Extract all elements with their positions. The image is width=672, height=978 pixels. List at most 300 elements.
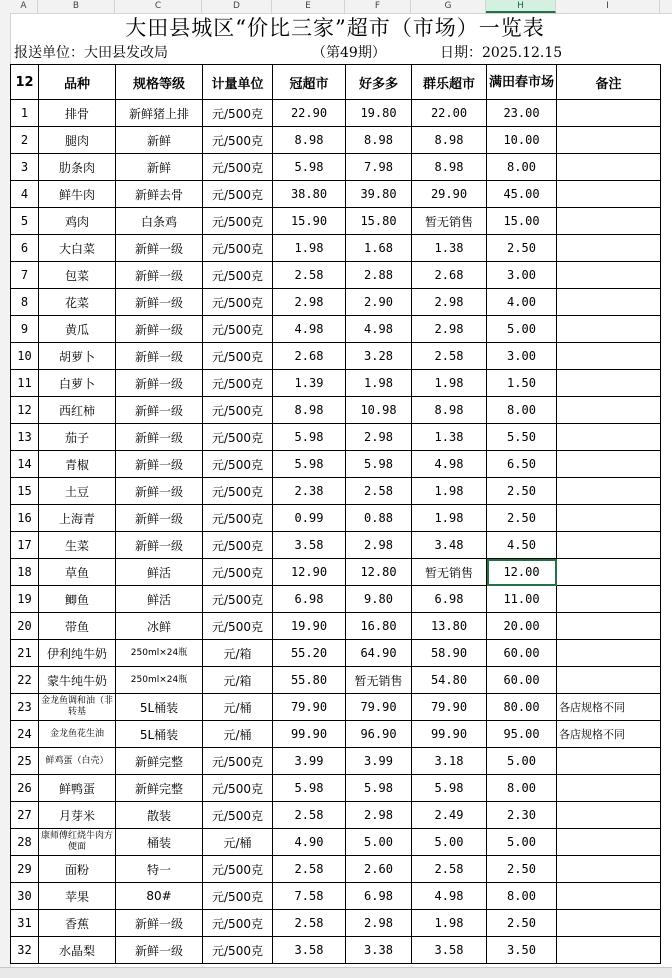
- row-number-cell[interactable]: 26: [11, 775, 39, 802]
- item-name-cell[interactable]: 排骨: [39, 100, 116, 127]
- qunle-price-cell[interactable]: 暂无销售: [412, 559, 487, 586]
- row-number-cell[interactable]: 7: [11, 262, 39, 289]
- guan-price-cell[interactable]: 0.99: [273, 505, 346, 532]
- item-name-cell[interactable]: 香蕉: [39, 910, 116, 937]
- item-name-cell[interactable]: 青椒: [39, 451, 116, 478]
- qunle-price-cell[interactable]: 3.58: [412, 937, 487, 964]
- remark-cell[interactable]: [557, 829, 661, 856]
- haoduoduo-price-cell[interactable]: 2.98: [346, 532, 412, 559]
- guan-price-cell[interactable]: 1.39: [273, 370, 346, 397]
- qunle-price-cell[interactable]: 1.98: [412, 505, 487, 532]
- haoduoduo-price-cell[interactable]: 2.98: [346, 910, 412, 937]
- remark-cell[interactable]: [557, 910, 661, 937]
- guan-price-cell[interactable]: 2.58: [273, 856, 346, 883]
- qunle-price-cell[interactable]: 1.98: [412, 478, 487, 505]
- haoduoduo-price-cell[interactable]: 4.98: [346, 316, 412, 343]
- mantianchun-price-cell[interactable]: 2.50: [487, 478, 557, 505]
- remark-cell[interactable]: [557, 586, 661, 613]
- item-name-cell[interactable]: 大白菜: [39, 235, 116, 262]
- guan-price-cell[interactable]: 2.58: [273, 262, 346, 289]
- mantianchun-price-cell[interactable]: 45.00: [487, 181, 557, 208]
- row-number-cell[interactable]: 11: [11, 370, 39, 397]
- qunle-price-cell[interactable]: 79.90: [412, 694, 487, 721]
- guan-price-cell[interactable]: 2.58: [273, 910, 346, 937]
- remark-cell[interactable]: [557, 127, 661, 154]
- qunle-price-cell[interactable]: 2.98: [412, 289, 487, 316]
- row-number-cell[interactable]: 20: [11, 613, 39, 640]
- haoduoduo-price-cell[interactable]: 79.90: [346, 694, 412, 721]
- row-number-cell[interactable]: 13: [11, 424, 39, 451]
- column-header-i[interactable]: I: [556, 0, 660, 13]
- remark-cell[interactable]: [557, 856, 661, 883]
- spec-cell[interactable]: 新鲜完整: [116, 775, 203, 802]
- spec-cell[interactable]: 新鲜完整: [116, 748, 203, 775]
- spec-cell[interactable]: 新鲜一级: [116, 343, 203, 370]
- row-number-cell[interactable]: 28: [11, 829, 39, 856]
- guan-price-cell[interactable]: 5.98: [273, 154, 346, 181]
- item-name-cell[interactable]: 苹果: [39, 883, 116, 910]
- unit-cell[interactable]: 元/500克: [203, 154, 273, 181]
- mantianchun-price-cell[interactable]: 5.00: [487, 748, 557, 775]
- guan-price-cell[interactable]: 2.98: [273, 289, 346, 316]
- row-number-cell[interactable]: 5: [11, 208, 39, 235]
- column-header-d[interactable]: D: [202, 0, 272, 13]
- spec-cell[interactable]: 新鲜一级: [116, 235, 203, 262]
- haoduoduo-price-cell[interactable]: 2.90: [346, 289, 412, 316]
- guan-price-cell[interactable]: 5.98: [273, 775, 346, 802]
- mantianchun-price-cell[interactable]: 2.50: [487, 856, 557, 883]
- qunle-price-cell[interactable]: 54.80: [412, 667, 487, 694]
- item-name-cell[interactable]: 鲫鱼: [39, 586, 116, 613]
- mantianchun-price-cell[interactable]: 5.50: [487, 424, 557, 451]
- haoduoduo-price-cell[interactable]: 6.98: [346, 883, 412, 910]
- haoduoduo-price-cell[interactable]: 15.80: [346, 208, 412, 235]
- unit-cell[interactable]: 元/500克: [203, 802, 273, 829]
- item-name-cell[interactable]: 生菜: [39, 532, 116, 559]
- qunle-price-cell[interactable]: 1.38: [412, 424, 487, 451]
- haoduoduo-price-cell[interactable]: 19.80: [346, 100, 412, 127]
- row-number-cell[interactable]: 10: [11, 343, 39, 370]
- row-number-cell[interactable]: 19: [11, 586, 39, 613]
- item-name-cell[interactable]: 鲜鸡蛋（白壳）: [39, 748, 116, 775]
- mantianchun-price-cell[interactable]: 8.00: [487, 154, 557, 181]
- row-number-cell[interactable]: 4: [11, 181, 39, 208]
- unit-cell[interactable]: 元/500克: [203, 262, 273, 289]
- qunle-price-cell[interactable]: 8.98: [412, 127, 487, 154]
- item-name-cell[interactable]: 茄子: [39, 424, 116, 451]
- spec-cell[interactable]: 新鲜去骨: [116, 181, 203, 208]
- row-number-cell[interactable]: 16: [11, 505, 39, 532]
- qunle-price-cell[interactable]: 13.80: [412, 613, 487, 640]
- item-name-cell[interactable]: 鲜鸭蛋: [39, 775, 116, 802]
- spec-cell[interactable]: 特一: [116, 856, 203, 883]
- haoduoduo-price-cell[interactable]: 2.60: [346, 856, 412, 883]
- spec-cell[interactable]: 新鲜一级: [116, 532, 203, 559]
- remark-cell[interactable]: [557, 775, 661, 802]
- mantianchun-price-cell[interactable]: 23.00: [487, 100, 557, 127]
- remark-cell[interactable]: [557, 937, 661, 964]
- haoduoduo-price-cell[interactable]: 39.80: [346, 181, 412, 208]
- remark-cell[interactable]: [557, 424, 661, 451]
- remark-cell[interactable]: [557, 505, 661, 532]
- item-name-cell[interactable]: 土豆: [39, 478, 116, 505]
- unit-cell[interactable]: 元/桶: [203, 694, 273, 721]
- remark-cell[interactable]: [557, 397, 661, 424]
- qunle-price-cell[interactable]: 2.68: [412, 262, 487, 289]
- row-number-cell[interactable]: 24: [11, 721, 39, 748]
- spec-cell[interactable]: 250ml×24瓶: [116, 640, 203, 667]
- spec-cell[interactable]: 新鲜一级: [116, 316, 203, 343]
- item-name-cell[interactable]: 腿肉: [39, 127, 116, 154]
- item-name-cell[interactable]: 鲜牛肉: [39, 181, 116, 208]
- spec-cell[interactable]: 散装: [116, 802, 203, 829]
- qunle-price-cell[interactable]: 5.00: [412, 829, 487, 856]
- qunle-price-cell[interactable]: 4.98: [412, 883, 487, 910]
- spec-cell[interactable]: 250ml×24瓶: [116, 667, 203, 694]
- haoduoduo-price-cell[interactable]: 2.98: [346, 424, 412, 451]
- item-name-cell[interactable]: 白萝卜: [39, 370, 116, 397]
- guan-price-cell[interactable]: 55.80: [273, 667, 346, 694]
- item-name-cell[interactable]: 金龙鱼花生油: [39, 721, 116, 748]
- mantianchun-price-cell[interactable]: 60.00: [487, 640, 557, 667]
- spec-cell[interactable]: 鲜活: [116, 586, 203, 613]
- guan-price-cell[interactable]: 4.90: [273, 829, 346, 856]
- remark-cell[interactable]: [557, 613, 661, 640]
- row-number-cell[interactable]: 14: [11, 451, 39, 478]
- mantianchun-price-cell[interactable]: 4.50: [487, 532, 557, 559]
- remark-cell[interactable]: [557, 748, 661, 775]
- mantianchun-price-cell[interactable]: 8.00: [487, 397, 557, 424]
- haoduoduo-price-cell[interactable]: 3.38: [346, 937, 412, 964]
- qunle-price-cell[interactable]: 2.58: [412, 343, 487, 370]
- item-name-cell[interactable]: 蒙牛纯牛奶: [39, 667, 116, 694]
- unit-cell[interactable]: 元/500克: [203, 127, 273, 154]
- header-cell[interactable]: 好多多: [346, 65, 412, 100]
- item-name-cell[interactable]: 黄瓜: [39, 316, 116, 343]
- row-number-cell[interactable]: 8: [11, 289, 39, 316]
- unit-cell[interactable]: 元/500克: [203, 100, 273, 127]
- spec-cell[interactable]: 新鲜一级: [116, 478, 203, 505]
- row-number-cell[interactable]: 15: [11, 478, 39, 505]
- guan-price-cell[interactable]: 15.90: [273, 208, 346, 235]
- haoduoduo-price-cell[interactable]: 5.00: [346, 829, 412, 856]
- remark-cell[interactable]: [557, 370, 661, 397]
- row-number-cell[interactable]: 9: [11, 316, 39, 343]
- qunle-price-cell[interactable]: 1.98: [412, 910, 487, 937]
- spec-cell[interactable]: 冰鲜: [116, 613, 203, 640]
- unit-cell[interactable]: 元/500克: [203, 505, 273, 532]
- haoduoduo-price-cell[interactable]: 8.98: [346, 127, 412, 154]
- spec-cell[interactable]: 新鲜: [116, 154, 203, 181]
- row-number-cell[interactable]: 27: [11, 802, 39, 829]
- item-name-cell[interactable]: 草鱼: [39, 559, 116, 586]
- haoduoduo-price-cell[interactable]: 1.98: [346, 370, 412, 397]
- qunle-price-cell[interactable]: 8.98: [412, 397, 487, 424]
- remark-cell[interactable]: [557, 262, 661, 289]
- mantianchun-price-cell[interactable]: 2.30: [487, 802, 557, 829]
- qunle-price-cell[interactable]: 3.48: [412, 532, 487, 559]
- item-name-cell[interactable]: 花菜: [39, 289, 116, 316]
- qunle-price-cell[interactable]: 4.98: [412, 451, 487, 478]
- column-header-e[interactable]: E: [272, 0, 345, 13]
- qunle-price-cell[interactable]: 2.58: [412, 856, 487, 883]
- guan-price-cell[interactable]: 3.58: [273, 532, 346, 559]
- qunle-price-cell[interactable]: 29.90: [412, 181, 487, 208]
- row-number-cell[interactable]: 32: [11, 937, 39, 964]
- mantianchun-price-cell[interactable]: 3.00: [487, 262, 557, 289]
- remark-cell[interactable]: [557, 343, 661, 370]
- mantianchun-price-cell[interactable]: 60.00: [487, 667, 557, 694]
- guan-price-cell[interactable]: 8.98: [273, 397, 346, 424]
- haoduoduo-price-cell[interactable]: 5.98: [346, 775, 412, 802]
- haoduoduo-price-cell[interactable]: 16.80: [346, 613, 412, 640]
- unit-cell[interactable]: 元/桶: [203, 829, 273, 856]
- guan-price-cell[interactable]: 38.80: [273, 181, 346, 208]
- item-name-cell[interactable]: 金龙鱼调和油（非转基: [39, 694, 116, 721]
- item-name-cell[interactable]: 鸡肉: [39, 208, 116, 235]
- remark-cell[interactable]: [557, 883, 661, 910]
- mantianchun-price-cell[interactable]: 2.50: [487, 910, 557, 937]
- unit-cell[interactable]: 元/500克: [203, 397, 273, 424]
- mantianchun-price-cell[interactable]: 8.00: [487, 883, 557, 910]
- spec-cell[interactable]: 桶装: [116, 829, 203, 856]
- haoduoduo-price-cell[interactable]: 3.99: [346, 748, 412, 775]
- item-name-cell[interactable]: 伊利纯牛奶: [39, 640, 116, 667]
- remark-cell[interactable]: [557, 532, 661, 559]
- haoduoduo-price-cell[interactable]: 7.98: [346, 154, 412, 181]
- item-name-cell[interactable]: 面粉: [39, 856, 116, 883]
- spec-cell[interactable]: 新鲜一级: [116, 451, 203, 478]
- guan-price-cell[interactable]: 5.98: [273, 424, 346, 451]
- guan-price-cell[interactable]: 22.90: [273, 100, 346, 127]
- row-number-cell[interactable]: 21: [11, 640, 39, 667]
- haoduoduo-price-cell[interactable]: 12.80: [346, 559, 412, 586]
- spec-cell[interactable]: 新鲜: [116, 127, 203, 154]
- guan-price-cell[interactable]: 3.99: [273, 748, 346, 775]
- row-number-cell[interactable]: 12: [11, 397, 39, 424]
- mantianchun-price-cell[interactable]: 6.50: [487, 451, 557, 478]
- header-cell[interactable]: 备注: [557, 65, 661, 100]
- guan-price-cell[interactable]: 2.68: [273, 343, 346, 370]
- remark-cell[interactable]: [557, 208, 661, 235]
- mantianchun-price-cell[interactable]: 8.00: [487, 775, 557, 802]
- mantianchun-price-cell[interactable]: 2.50: [487, 235, 557, 262]
- remark-cell[interactable]: 各店规格不同: [557, 694, 661, 721]
- guan-price-cell[interactable]: 12.90: [273, 559, 346, 586]
- qunle-price-cell[interactable]: 暂无销售: [412, 208, 487, 235]
- unit-cell[interactable]: 元/500克: [203, 316, 273, 343]
- row-number-cell[interactable]: 3: [11, 154, 39, 181]
- spec-cell[interactable]: 新鲜一级: [116, 397, 203, 424]
- guan-price-cell[interactable]: 79.90: [273, 694, 346, 721]
- guan-price-cell[interactable]: 4.98: [273, 316, 346, 343]
- haoduoduo-price-cell[interactable]: 10.98: [346, 397, 412, 424]
- unit-cell[interactable]: 元/500克: [203, 532, 273, 559]
- column-header-g[interactable]: G: [411, 0, 486, 13]
- haoduoduo-price-cell[interactable]: 1.68: [346, 235, 412, 262]
- spec-cell[interactable]: 新鲜一级: [116, 262, 203, 289]
- unit-cell[interactable]: 元/500克: [203, 613, 273, 640]
- unit-cell[interactable]: 元/箱: [203, 667, 273, 694]
- guan-price-cell[interactable]: 19.90: [273, 613, 346, 640]
- guan-price-cell[interactable]: 7.58: [273, 883, 346, 910]
- unit-cell[interactable]: 元/500克: [203, 559, 273, 586]
- remark-cell[interactable]: [557, 154, 661, 181]
- qunle-price-cell[interactable]: 1.98: [412, 370, 487, 397]
- remark-cell[interactable]: [557, 559, 661, 586]
- header-cell[interactable]: 满田春市场: [487, 65, 557, 100]
- qunle-price-cell[interactable]: 6.98: [412, 586, 487, 613]
- unit-cell[interactable]: 元/桶: [203, 721, 273, 748]
- unit-cell[interactable]: 元/箱: [203, 640, 273, 667]
- remark-cell[interactable]: [557, 235, 661, 262]
- remark-cell[interactable]: 各店规格不同: [557, 721, 661, 748]
- haoduoduo-price-cell[interactable]: 2.88: [346, 262, 412, 289]
- unit-cell[interactable]: 元/500克: [203, 856, 273, 883]
- item-name-cell[interactable]: 包菜: [39, 262, 116, 289]
- qunle-price-cell[interactable]: 3.18: [412, 748, 487, 775]
- unit-cell[interactable]: 元/500克: [203, 748, 273, 775]
- haoduoduo-price-cell[interactable]: 2.98: [346, 802, 412, 829]
- row-number-cell[interactable]: 30: [11, 883, 39, 910]
- haoduoduo-price-cell[interactable]: 96.90: [346, 721, 412, 748]
- header-cell[interactable]: 群乐超市: [412, 65, 487, 100]
- row-number-cell[interactable]: 18: [11, 559, 39, 586]
- qunle-price-cell[interactable]: 58.90: [412, 640, 487, 667]
- spec-cell[interactable]: 新鲜一级: [116, 370, 203, 397]
- item-name-cell[interactable]: 上海青: [39, 505, 116, 532]
- header-cell[interactable]: 计量单位: [203, 65, 273, 100]
- spec-cell[interactable]: 80#: [116, 883, 203, 910]
- qunle-price-cell[interactable]: 5.98: [412, 775, 487, 802]
- unit-cell[interactable]: 元/500克: [203, 289, 273, 316]
- spec-cell[interactable]: 新鲜猪上排: [116, 100, 203, 127]
- haoduoduo-price-cell[interactable]: 暂无销售: [346, 667, 412, 694]
- haoduoduo-price-cell[interactable]: 9.80: [346, 586, 412, 613]
- qunle-price-cell[interactable]: 2.98: [412, 316, 487, 343]
- row-number-cell[interactable]: 6: [11, 235, 39, 262]
- row-number-cell[interactable]: 2: [11, 127, 39, 154]
- row-number-cell[interactable]: 25: [11, 748, 39, 775]
- spec-cell[interactable]: 5L桶装: [116, 694, 203, 721]
- unit-cell[interactable]: 元/500克: [203, 586, 273, 613]
- unit-cell[interactable]: 元/500克: [203, 883, 273, 910]
- haoduoduo-price-cell[interactable]: 64.90: [346, 640, 412, 667]
- unit-cell[interactable]: 元/500克: [203, 478, 273, 505]
- row-number-cell[interactable]: 1: [11, 100, 39, 127]
- column-header-c[interactable]: C: [115, 0, 202, 13]
- remark-cell[interactable]: [557, 802, 661, 829]
- spec-cell[interactable]: 新鲜一级: [116, 505, 203, 532]
- guan-price-cell[interactable]: 55.20: [273, 640, 346, 667]
- header-cell[interactable]: 规格等级: [116, 65, 203, 100]
- mantianchun-price-cell[interactable]: 3.00: [487, 343, 557, 370]
- mantianchun-price-cell[interactable]: 5.00: [487, 829, 557, 856]
- remark-cell[interactable]: [557, 316, 661, 343]
- column-header-f[interactable]: F: [345, 0, 411, 13]
- qunle-price-cell[interactable]: 99.90: [412, 721, 487, 748]
- spec-cell[interactable]: 新鲜一级: [116, 289, 203, 316]
- remark-cell[interactable]: [557, 289, 661, 316]
- spec-cell[interactable]: 新鲜一级: [116, 424, 203, 451]
- guan-price-cell[interactable]: 1.98: [273, 235, 346, 262]
- item-name-cell[interactable]: 西红柿: [39, 397, 116, 424]
- guan-price-cell[interactable]: 3.58: [273, 937, 346, 964]
- unit-cell[interactable]: 元/500克: [203, 451, 273, 478]
- haoduoduo-price-cell[interactable]: 2.58: [346, 478, 412, 505]
- mantianchun-price-cell[interactable]: 11.00: [487, 586, 557, 613]
- guan-price-cell[interactable]: 6.98: [273, 586, 346, 613]
- remark-cell[interactable]: [557, 667, 661, 694]
- haoduoduo-price-cell[interactable]: 3.28: [346, 343, 412, 370]
- spec-cell[interactable]: 白条鸡: [116, 208, 203, 235]
- qunle-price-cell[interactable]: 2.49: [412, 802, 487, 829]
- unit-cell[interactable]: 元/500克: [203, 910, 273, 937]
- item-name-cell[interactable]: 月芽米: [39, 802, 116, 829]
- spec-cell[interactable]: 新鲜一级: [116, 937, 203, 964]
- row-number-cell[interactable]: 29: [11, 856, 39, 883]
- haoduoduo-price-cell[interactable]: 5.98: [346, 451, 412, 478]
- item-name-cell[interactable]: 康师傅红烧牛肉方便面: [39, 829, 116, 856]
- column-header-b[interactable]: B: [38, 0, 115, 13]
- mantianchun-price-cell[interactable]: 80.00: [487, 694, 557, 721]
- mantianchun-price-cell[interactable]: 5.00: [487, 316, 557, 343]
- item-name-cell[interactable]: 水晶梨: [39, 937, 116, 964]
- haoduoduo-price-cell[interactable]: 0.88: [346, 505, 412, 532]
- item-name-cell[interactable]: 肋条肉: [39, 154, 116, 181]
- spec-cell[interactable]: 5L桶装: [116, 721, 203, 748]
- row-number-cell[interactable]: 22: [11, 667, 39, 694]
- unit-cell[interactable]: 元/500克: [203, 775, 273, 802]
- remark-cell[interactable]: [557, 181, 661, 208]
- header-cell[interactable]: 品种: [39, 65, 116, 100]
- remark-cell[interactable]: [557, 478, 661, 505]
- spec-cell[interactable]: 鲜活: [116, 559, 203, 586]
- mantianchun-price-cell[interactable]: 15.00: [487, 208, 557, 235]
- spec-cell[interactable]: 新鲜一级: [116, 910, 203, 937]
- mantianchun-price-cell[interactable]: 12.00: [487, 559, 557, 586]
- unit-cell[interactable]: 元/500克: [203, 370, 273, 397]
- guan-price-cell[interactable]: 99.90: [273, 721, 346, 748]
- item-name-cell[interactable]: 胡萝卜: [39, 343, 116, 370]
- mantianchun-price-cell[interactable]: 20.00: [487, 613, 557, 640]
- unit-cell[interactable]: 元/500克: [203, 208, 273, 235]
- unit-cell[interactable]: 元/500克: [203, 937, 273, 964]
- column-header-a[interactable]: A: [10, 0, 38, 13]
- guan-price-cell[interactable]: 5.98: [273, 451, 346, 478]
- header-cell[interactable]: 冠超市: [273, 65, 346, 100]
- column-header-h[interactable]: H: [486, 0, 556, 13]
- unit-cell[interactable]: 元/500克: [203, 181, 273, 208]
- mantianchun-price-cell[interactable]: 2.50: [487, 505, 557, 532]
- guan-price-cell[interactable]: 2.58: [273, 802, 346, 829]
- row-number-cell[interactable]: 31: [11, 910, 39, 937]
- guan-price-cell[interactable]: 2.38: [273, 478, 346, 505]
- mantianchun-price-cell[interactable]: 95.00: [487, 721, 557, 748]
- unit-cell[interactable]: 元/500克: [203, 235, 273, 262]
- unit-cell[interactable]: 元/500克: [203, 424, 273, 451]
- item-name-cell[interactable]: 带鱼: [39, 613, 116, 640]
- remark-cell[interactable]: [557, 451, 661, 478]
- mantianchun-price-cell[interactable]: 4.00: [487, 289, 557, 316]
- remark-cell[interactable]: [557, 640, 661, 667]
- qunle-price-cell[interactable]: 1.38: [412, 235, 487, 262]
- mantianchun-price-cell[interactable]: 1.50: [487, 370, 557, 397]
- qunle-price-cell[interactable]: 8.98: [412, 154, 487, 181]
- qunle-price-cell[interactable]: 22.00: [412, 100, 487, 127]
- unit-cell[interactable]: 元/500克: [203, 343, 273, 370]
- row-number-cell[interactable]: 23: [11, 694, 39, 721]
